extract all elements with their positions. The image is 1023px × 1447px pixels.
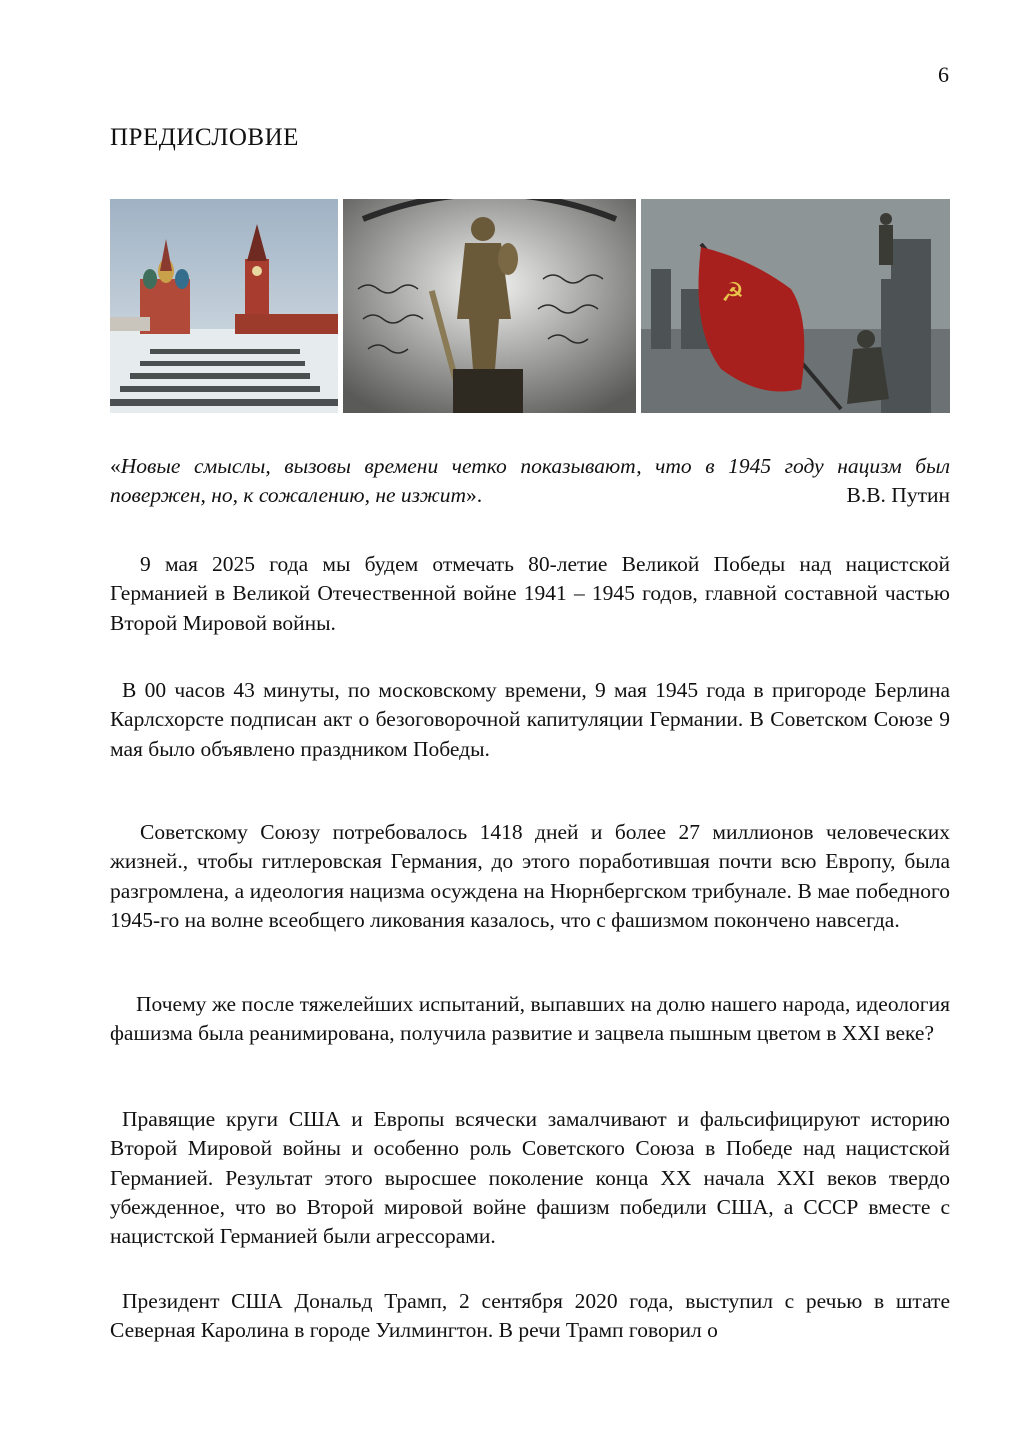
svg-text:☭: ☭ bbox=[721, 278, 745, 308]
page-title: ПРЕДИСЛОВИЕ bbox=[110, 124, 299, 151]
quote-open: « bbox=[110, 454, 121, 478]
quote-author: В.В. Путин bbox=[846, 483, 950, 507]
paragraph-1: 9 мая 2025 года мы будем отмечать 80-летие Великой Победы над нацистской Германией в Великой Отечественной войне 1941 – 1945 годов, главной составной частью Второй Мировой войны. bbox=[110, 552, 950, 635]
quote-close: ». bbox=[466, 483, 483, 507]
soldier-monument-image bbox=[343, 199, 636, 413]
paragraph-5: Правящие круги США и Европы всячески замалчивают и фальсифицируют историю Второй Мировой войны и особенно роль Советского Союза в Победе над нацистской Германией. Результат этого выросшее поколение конца XX начала XXI веков твердо убежденное, что во Второй мировой войне фашизм победили США, а СССР вместе с нацистской Германией были агрессорами. bbox=[110, 1107, 950, 1249]
paragraph-6: Президент США Дональд Трамп, 2 сентября 2020 года, выступил с речью в штате Северная Каролина в городе Уилмингтон. В речи Трамп говорил о bbox=[110, 1289, 950, 1343]
red-square-parade-image bbox=[110, 199, 338, 413]
quote-text: Новые смыслы, вызовы времени четко показывают, что в 1945 году нацизм был повержен, но, к сожалению, не изжит bbox=[110, 454, 950, 507]
paragraph-4: Почему же после тяжелейших испытаний, выпавших на долю нашего народа, идеология фашизма была реанимирована, получила развитие и зацвела пышным цветом в XXI веке? bbox=[110, 992, 950, 1046]
image-strip bbox=[110, 199, 950, 413]
epigraph-quote bbox=[110, 452, 950, 510]
paragraph-3: Советскому Союзу потребовалось 1418 дней и более 27 миллионов человеческих жизней., чтобы гитлеровская Германия, до этого поработившая почти всю Европу, была разгромлена, а идеология нацизма осуждена на Нюрнбергском трибунале. В мае победного 1945-го на волне всеобщего ликования казалось, что с фашизмом покончено навсегда. bbox=[110, 820, 950, 932]
page-number: 6 bbox=[938, 62, 949, 87]
paragraph-2: В 00 часов 43 минуты, по московскому времени, 9 мая 1945 года в пригороде Берлина Карлсхорсте подписан акт о безоговорочной капитуляции Германии. В Советском Союзе 9 мая было объявлено праздником Победы. bbox=[110, 678, 950, 761]
victory-banner-image bbox=[641, 199, 950, 413]
